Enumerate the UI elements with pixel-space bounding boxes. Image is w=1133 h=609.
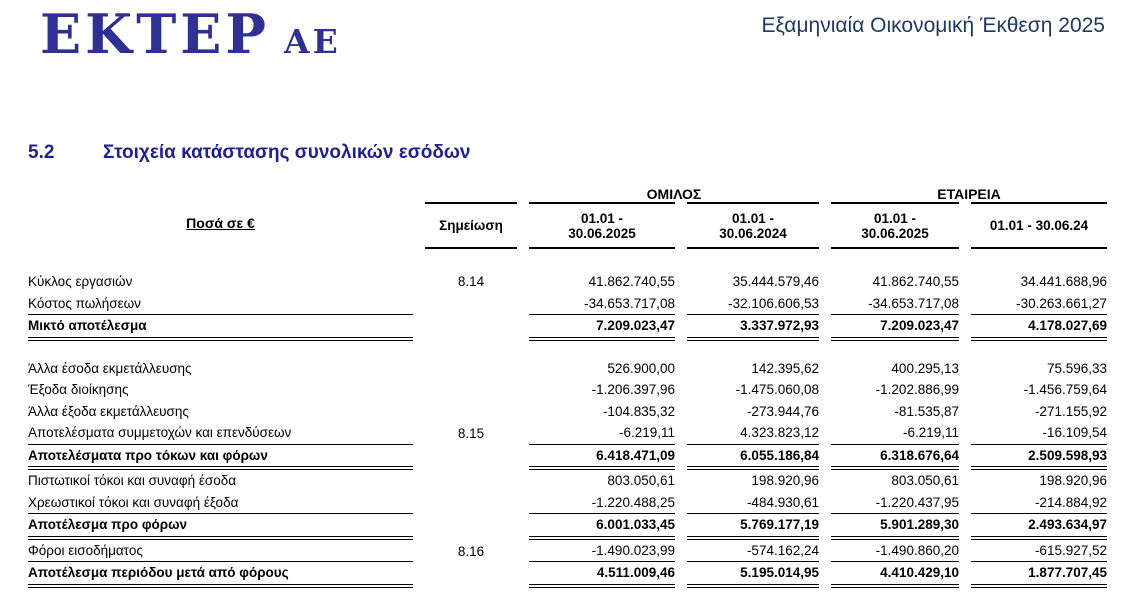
row-value-2: -273.944,76 (746, 403, 819, 419)
row-label: Αποτέλεσμα περιόδου μετά από φόρους (28, 562, 413, 588)
spacer-cell (28, 341, 1107, 358)
table-row (28, 540, 1107, 563)
row-note (425, 379, 517, 401)
table-row (28, 562, 1107, 588)
row-label: Πιστωτικοί τόκοι και συναφή έσοδα (28, 473, 237, 488)
row-value-4: 198.920,96 (1039, 473, 1107, 488)
row-note (425, 562, 517, 588)
row-value-1: 526.900,00 (607, 360, 675, 376)
row-value-3: -1.220.437,95 (831, 492, 959, 515)
row-value-2: -484.930,61 (687, 492, 819, 515)
row-value-1: -6.219,11 (529, 422, 675, 445)
logo-text-main: ΕΚΤΕΡ (40, 2, 271, 66)
row-value-1: -34.653.717,08 (529, 293, 675, 316)
empty-cell (425, 178, 517, 202)
table-row (28, 358, 1107, 380)
row-value-2: 4.323.823,12 (687, 422, 819, 445)
row-value-4: -1.456.759,64 (1023, 382, 1107, 397)
report-title: Εξαμηνιαία Οικονομική Έκθεση 2025 (761, 14, 1105, 37)
period-line1: 01.01 - (580, 210, 624, 226)
income-statement-table (16, 178, 1119, 588)
table-row (28, 315, 1107, 341)
row-value-2: -1.475.060,08 (735, 382, 819, 397)
row-note (425, 401, 517, 423)
row-label: Αποτέλεσμα προ φόρων (28, 514, 413, 540)
row-value-4: 1.877.707,45 (971, 562, 1107, 588)
row-value-2: 5.769.177,19 (687, 514, 819, 540)
period-header-group-2025 (529, 202, 675, 249)
row-value-3: -1.202.886,99 (875, 382, 959, 397)
row-note: 8.14 (457, 274, 485, 289)
period-line2: 30.06.2025 (861, 225, 929, 241)
period-header-company-2024 (971, 202, 1107, 249)
row-value-2: -574.162,24 (687, 540, 819, 563)
income-statement-rows (28, 249, 1107, 588)
section-title: Στοιχεία κατάστασης συνολικών εσόδων (103, 142, 471, 163)
document-header (0, 0, 1133, 100)
row-label: Αποτελέσματα προ τόκων και φόρων (28, 445, 413, 471)
row-note (425, 470, 517, 492)
row-value-3: 7.209.023,47 (831, 315, 959, 341)
row-value-1: 803.050,61 (607, 473, 675, 488)
header-gap-row (28, 249, 1107, 271)
row-value-4: -30.263.661,27 (971, 293, 1107, 316)
row-value-4: -615.927,52 (971, 540, 1107, 563)
row-note (425, 514, 517, 540)
row-note (425, 358, 517, 380)
row-value-4: 34.441.688,96 (1020, 274, 1107, 289)
row-value-4: 2.509.598,93 (971, 445, 1107, 471)
row-value-1: 6.418.471,09 (529, 445, 675, 471)
row-value-4: -214.884,92 (971, 492, 1107, 515)
row-value-3: -81.535,87 (894, 403, 959, 419)
row-value-1: 6.001.033,45 (529, 514, 675, 540)
row-value-1: -104.835,32 (602, 403, 675, 419)
row-value-2: 6.055.186,84 (687, 445, 819, 471)
row-value-2: 142.395,62 (751, 360, 819, 376)
row-label: Έξοδα διοίκησης (28, 382, 129, 397)
group-header-omilos: ΟΜΙΛΟΣ (646, 186, 702, 202)
period-header-company-2025 (831, 202, 959, 249)
period-header-group-2024 (687, 202, 819, 249)
row-note (425, 445, 517, 471)
table-row (28, 401, 1107, 423)
empty-cell (28, 178, 413, 202)
row-note (425, 293, 517, 316)
group-header-etaireia: ΕΤΑΙΡΕΙΑ (937, 186, 1001, 202)
row-label: Φόροι εισοδήματος (28, 540, 413, 563)
period-line1: 01.01 - (731, 210, 775, 226)
table-row (28, 445, 1107, 471)
row-value-3: 5.901.289,30 (831, 514, 959, 540)
row-label: Κόστος πωλήσεων (28, 293, 413, 316)
row-value-3: -1.490.860,20 (831, 540, 959, 563)
period-line1: 01.01 - (873, 210, 917, 226)
row-label: Άλλα έξοδα εκμετάλλευσης (28, 403, 189, 419)
section-heading (28, 142, 1133, 164)
row-label: Άλλα έσοδα εκμετάλλευσης (28, 360, 192, 376)
row-value-3: 4.410.429,10 (831, 562, 959, 588)
row-note: 8.15 (457, 426, 485, 441)
period-line2: 30.06.2025 (568, 225, 636, 241)
table-row (28, 514, 1107, 540)
row-value-3: -6.219,11 (831, 422, 959, 445)
row-note (425, 315, 517, 341)
row-value-4: 2.493.634,97 (971, 514, 1107, 540)
row-note: 8.16 (457, 543, 485, 559)
row-value-3: -34.653.717,08 (831, 293, 959, 316)
amounts-in-euro-label: Ποσά σε € (186, 214, 255, 231)
row-value-3: 803.050,61 (891, 473, 959, 488)
row-value-4: -271.155,92 (1034, 403, 1107, 419)
row-value-1: -1.490.023,99 (529, 540, 675, 563)
row-value-2: 5.195.014,95 (687, 562, 819, 588)
row-note (425, 492, 517, 515)
row-value-1: 4.511.009,46 (529, 562, 675, 588)
row-value-3: 400.295,13 (891, 360, 959, 376)
row-value-2: 198.920,96 (751, 473, 819, 488)
period-line2: 30.06.2024 (719, 225, 787, 241)
row-value-1: -1.206.397,96 (591, 382, 675, 397)
section-number: 5.2 (28, 142, 55, 163)
column-group-header-row (28, 178, 1107, 202)
row-value-1: 7.209.023,47 (529, 315, 675, 341)
table-row (28, 293, 1107, 316)
row-label: Κύκλος εργασιών (28, 274, 133, 289)
row-value-2: 3.337.972,93 (687, 315, 819, 341)
logo-text-suffix: ΑΕ (284, 22, 341, 61)
table-row (28, 379, 1107, 401)
row-value-4: -16.109,54 (971, 422, 1107, 445)
spacer-row (28, 341, 1107, 358)
row-value-3: 6.318.676,64 (831, 445, 959, 471)
company-logo (40, 2, 341, 66)
table-row (28, 271, 1107, 293)
row-value-2: -32.106.606,53 (687, 293, 819, 316)
row-value-2: 35.444.579,46 (732, 274, 819, 289)
row-value-1: -1.220.488,25 (529, 492, 675, 515)
row-value-3: 41.862.740,55 (872, 274, 959, 289)
row-label: Χρεωστικοί τόκοι και συναφή έξοδα (28, 492, 413, 515)
row-label: Αποτελέσματα συμμετοχών και επενδύσεων (28, 422, 413, 445)
table-row (28, 492, 1107, 515)
row-value-1: 41.862.740,55 (588, 274, 675, 289)
note-column-header: Σημείωση (425, 202, 517, 249)
period-header-row (28, 202, 1107, 249)
period-line1: 01.01 - 30.06.24 (989, 218, 1089, 233)
row-value-4: 75.596,33 (1046, 360, 1107, 376)
row-value-4: 4.178.027,69 (971, 315, 1107, 341)
row-label: Μικτό αποτέλεσμα (28, 315, 413, 341)
table-row (28, 422, 1107, 445)
table-row (28, 470, 1107, 492)
